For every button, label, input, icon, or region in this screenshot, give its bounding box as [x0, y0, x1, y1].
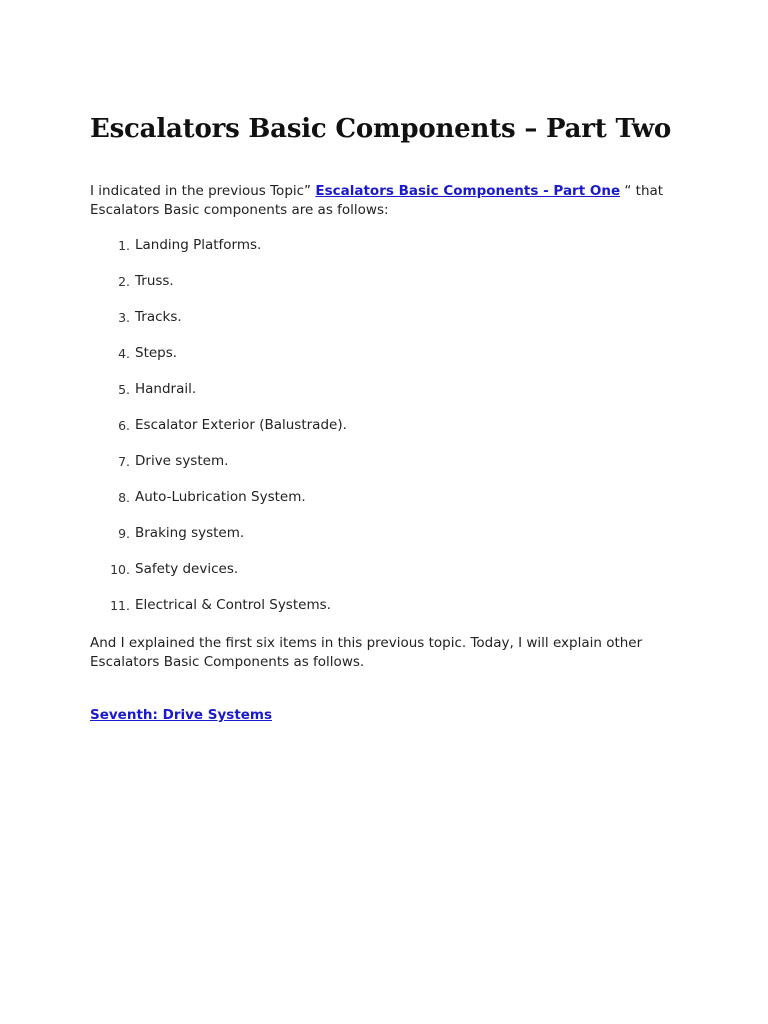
list-item-number: 3. [118, 310, 130, 325]
list-item-number: 4. [118, 346, 130, 361]
list-item-number: 5. [118, 382, 130, 397]
list-item-number: 6. [118, 418, 130, 433]
intro-text-before: I indicated in the previous Topic” [90, 183, 316, 199]
page-title: Escalators Basic Components – Part Two [90, 114, 672, 144]
list-item-text: Auto-Lubrication System. [135, 489, 306, 505]
list-item-text: Braking system. [135, 525, 245, 541]
list-item-number: 10. [110, 562, 130, 577]
outro-paragraph: And I explained the first six items in this previous topic. Today, I will explain other Escalators Basic Components as follows. [90, 635, 643, 670]
list-item-text: Safety devices. [135, 561, 239, 577]
intro-paragraph [90, 182, 670, 220]
list-item-text: Escalator Exterior (Balustrade). [135, 417, 347, 433]
list-item-text: Handrail. [135, 381, 197, 397]
list-item-text: Steps. [135, 345, 178, 361]
part-one-link[interactable]: Escalators Basic Components - Part One [315, 183, 621, 199]
intro-text-after: “ that Escalators Basic components are as follows: [90, 183, 664, 218]
list-item-text: Landing Platforms. [135, 237, 262, 253]
drive-systems-link[interactable]: Seventh: Drive Systems [90, 707, 273, 723]
section-heading [90, 706, 272, 725]
list-item-text: Truss. [135, 273, 174, 289]
list-item-text: Drive system. [135, 453, 229, 469]
list-item-number: 1. [118, 238, 130, 253]
list-item-number: 11. [110, 598, 130, 613]
list-item-text: Tracks. [135, 309, 182, 325]
list-item-text: Electrical & Control Systems. [135, 597, 331, 613]
list-item-number: 7. [118, 454, 130, 469]
list-item-number: 2. [118, 274, 130, 289]
list-item-number: 9. [118, 526, 130, 541]
list-item-number: 8. [118, 490, 130, 505]
